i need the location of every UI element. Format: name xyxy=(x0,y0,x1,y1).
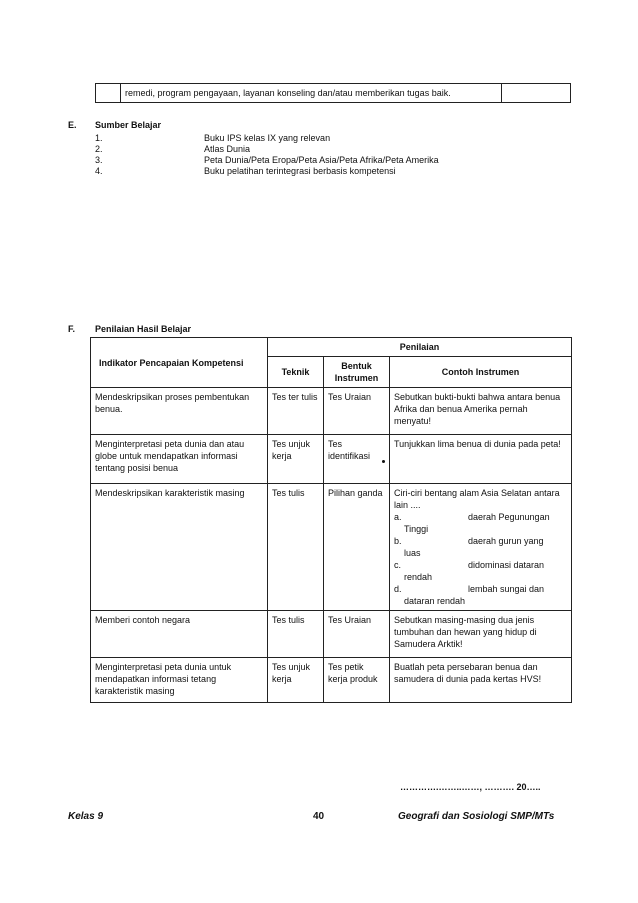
cell-bentuk: Pilihan ganda xyxy=(324,484,390,611)
option-text-continued: Tinggi xyxy=(404,524,429,534)
cell-contoh: Tunjukkan lima benua di dunia pada peta! xyxy=(390,435,572,484)
header-teknik: Teknik xyxy=(268,357,324,388)
cell-teknik: Tes tulis xyxy=(268,484,324,611)
cell-teknik: Tes unjuk kerja xyxy=(268,435,324,484)
source-item-text: Atlas Dunia xyxy=(204,144,251,154)
source-item xyxy=(95,166,103,176)
table-row xyxy=(91,484,572,611)
question-stem: Ciri-ciri bentang alam Asia Selatan antara lain .... xyxy=(394,488,560,510)
answer-option xyxy=(394,535,567,547)
signature-date-line: ………….……..……, ………. 20….. xyxy=(400,782,541,792)
bullet-dot-icon xyxy=(382,460,385,463)
header-bentuk: Bentuk Instrumen xyxy=(324,357,390,388)
top-cell-empty-left xyxy=(96,84,121,103)
source-item-number: 1. xyxy=(95,133,103,143)
cell-contoh: Sebutkan masing-masing dua jenis tumbuhan dan hewan yang hidup di Samudera Arktik! xyxy=(390,611,572,658)
table-row xyxy=(91,435,572,484)
cell-indicator: Memberi contoh negara xyxy=(91,611,268,658)
table-row xyxy=(91,658,572,703)
source-item-number: 4. xyxy=(95,166,103,176)
section-f-letter: F. xyxy=(68,324,76,334)
cell-indicator: Mendeskripsikan karakteristik masing xyxy=(91,484,268,611)
section-e-title: Sumber Belajar xyxy=(95,120,162,130)
cell-bentuk: Tes Uraian xyxy=(324,388,390,435)
source-item-number: 3. xyxy=(95,155,103,165)
option-text: lembah sungai dan xyxy=(468,584,545,594)
top-table xyxy=(95,83,571,103)
cell-indicator: Mendeskripsikan proses pembentukan benua. xyxy=(91,388,268,435)
answer-option xyxy=(394,559,567,571)
source-item xyxy=(95,133,103,143)
cell-bentuk: Tes petik kerja produk xyxy=(324,658,390,703)
option-text-continued: luas xyxy=(404,548,421,558)
option-text: didominasi dataran xyxy=(468,560,545,570)
header-indicator: Indikator Pencapaian Kompetensi xyxy=(91,338,268,388)
cell-indicator: Menginterpretasi peta dunia untuk mendapatkan informasi tetang karakteristik masing xyxy=(91,658,268,703)
option-letter: b. xyxy=(394,536,402,546)
assessment-table xyxy=(90,337,572,703)
cell-teknik: Tes tulis xyxy=(268,611,324,658)
option-text: daerah gurun yang xyxy=(468,536,544,546)
section-e-letter: E. xyxy=(68,120,77,130)
option-letter: a. xyxy=(394,512,402,522)
source-item-number: 2. xyxy=(95,144,103,154)
table-row xyxy=(91,611,572,658)
top-cell-text: remedi, program pengayaan, layanan konseling dan/atau memberikan tugas baik. xyxy=(121,84,502,103)
cell-indicator: Menginterpretasi peta dunia dan atau globe untuk mendapatkan informasi tentang posisi benua xyxy=(91,435,268,484)
footer-book-title: Geografi dan Sosiologi SMP/MTs xyxy=(398,811,555,822)
option-letter: d. xyxy=(394,584,402,594)
footer-class: Kelas 9 xyxy=(68,811,104,822)
option-letter: c. xyxy=(394,560,402,570)
section-f-title: Penilaian Hasil Belajar xyxy=(95,324,192,334)
cell-teknik: Tes ter tulis xyxy=(268,388,324,435)
cell-bentuk: Tes identifikasi xyxy=(324,435,390,484)
source-item xyxy=(95,155,103,165)
table-row xyxy=(91,388,572,435)
option-text-continued: dataran rendah xyxy=(404,596,466,606)
source-item-text: Buku IPS kelas IX yang relevan xyxy=(204,133,331,143)
option-text-continued: rendah xyxy=(404,572,433,582)
cell-contoh: Buatlah peta persebaran benua dan samudera di dunia pada kertas HVS! xyxy=(390,658,572,703)
cell-teknik: Tes unjuk kerja xyxy=(268,658,324,703)
source-item xyxy=(95,144,103,154)
header-penilaian: Penilaian xyxy=(268,338,572,357)
answer-option xyxy=(394,511,567,523)
source-item-text: Buku pelatihan terintegrasi berbasis kompetensi xyxy=(204,166,396,176)
answer-option xyxy=(394,583,567,595)
cell-contoh xyxy=(390,484,572,611)
header-contoh: Contoh Instrumen xyxy=(390,357,572,388)
cell-contoh: Sebutkan bukti-bukti bahwa antara benua Afrika dan benua Amerika pernah menyatu! xyxy=(390,388,572,435)
source-item-text: Peta Dunia/Peta Eropa/Peta Asia/Peta Afrika/Peta Amerika xyxy=(204,155,439,165)
cell-bentuk: Tes Uraian xyxy=(324,611,390,658)
footer-page-number: 40 xyxy=(313,811,325,822)
option-text: daerah Pegunungan xyxy=(468,512,550,522)
top-cell-empty-right xyxy=(502,84,571,103)
